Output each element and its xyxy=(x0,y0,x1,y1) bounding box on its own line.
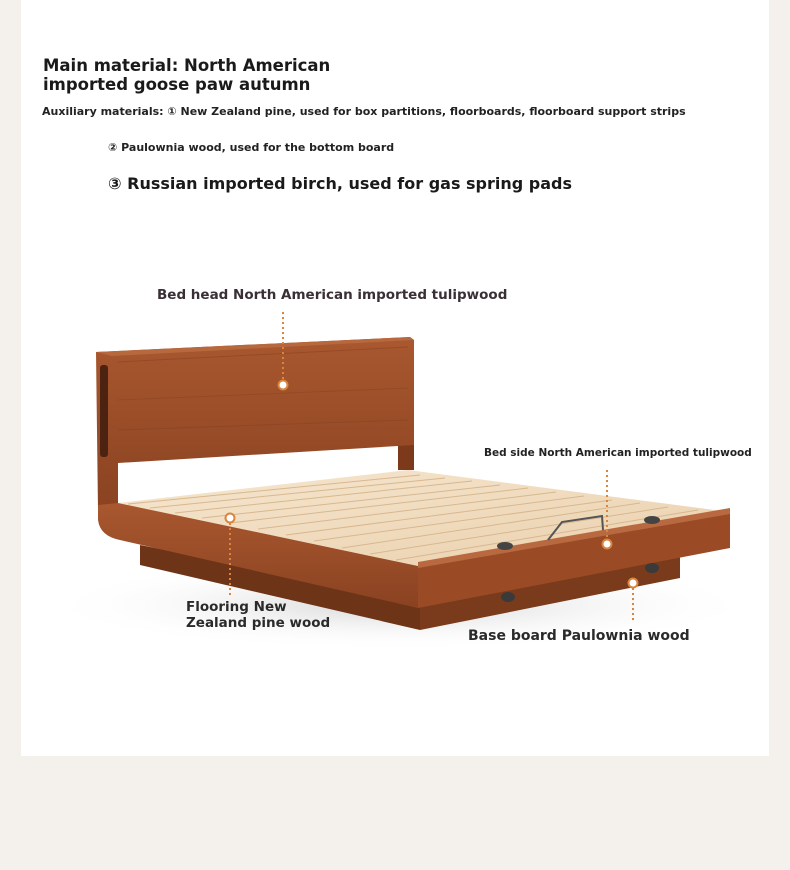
wheel-right xyxy=(645,563,659,573)
callout-base-board: Base board Paulownia wood xyxy=(468,628,690,644)
main-material-title: Main material: North American imported goose paw autumn xyxy=(43,56,331,94)
auxiliary-material-1: Auxiliary materials: ① New Zealand pine, used for box partitions, floorboards, floorboard support strips xyxy=(42,105,686,118)
auxiliary-material-2: ② Paulownia wood, used for the bottom board xyxy=(108,141,395,154)
auxiliary-material-3: ③ Russian imported birch, used for gas spring pads xyxy=(108,174,573,193)
hinge-right xyxy=(644,516,660,524)
callout-bed-head: Bed head North American imported tulipwood xyxy=(157,287,508,303)
callout-flooring: Flooring New Zealand pine wood xyxy=(186,599,331,631)
wheel-left xyxy=(501,592,515,602)
hinge-left xyxy=(497,542,513,550)
callout-bed-side: Bed side North American imported tulipwood xyxy=(484,447,752,459)
